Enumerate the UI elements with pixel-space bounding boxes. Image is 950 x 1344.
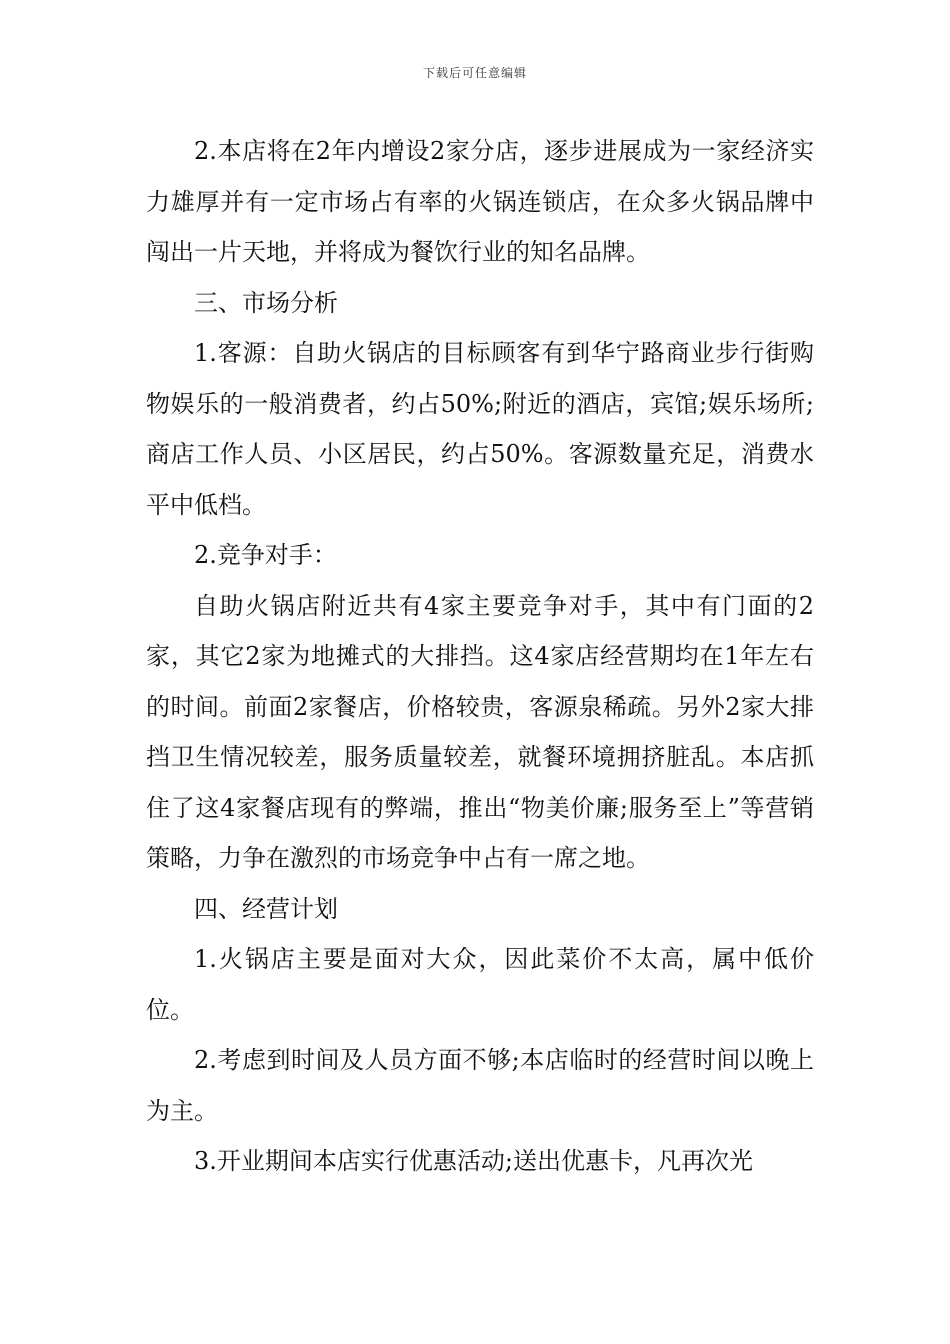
paragraph-opening-hours: 2.考虑到时间及人员方面不够;本店临时的经营时间以晚上为主。 — [146, 1046, 814, 1125]
page-header: 下载后可任意编辑 — [422, 66, 527, 80]
paragraph-customer-source: 1.客源：自助火锅店的目标顾客有到华宁路商业步行街购物娱乐的一般消费者，约占50%;附近的酒店，宾馆;娱乐场所;商店工作人员、小区居民，约占50%。客源数量充足，消费水平中低档。 — [146, 339, 814, 519]
section-heading-market-analysis: 三、市场分析 — [194, 288, 338, 317]
section-heading-business-plan: 四、经营计划 — [194, 894, 338, 923]
paragraph-branch-expansion: 2.本店将在2年内增设2家分店，逐步进展成为一家经济实力雄厚并有一定市场占有率的火锅连锁店，在众多火锅品牌中闯出一片天地，并将成为餐饮行业的知名品牌。 — [146, 137, 814, 266]
paragraph-promotion: 3.开业期间本店实行优惠活动;送出优惠卡，凡再次光 — [194, 1147, 753, 1175]
paragraph-competitors: 自助火锅店附近共有4家主要竞争对手，其中有门面的2家，其它2家为地摊式的大排挡。这4家店经营期均在1年左右的时间。前面2家餐店，价格较贵，客源泉稀疏。另外2家大排挡卫生情况较差，服务质量较差，就餐环境拥挤脏乱。本店抓住了这4家餐店现有的弊端，推出“物美价廉;服务至上”等营销策略，力争在激烈的市场竞争中占有一席之地。 — [146, 591, 814, 872]
paragraph-pricing: 1.火锅店主要是面对大众，因此菜价不太高，属中低价位。 — [146, 945, 814, 1024]
subheading-competitors: 2.竞争对手： — [194, 541, 337, 569]
document-body — [146, 126, 814, 1187]
